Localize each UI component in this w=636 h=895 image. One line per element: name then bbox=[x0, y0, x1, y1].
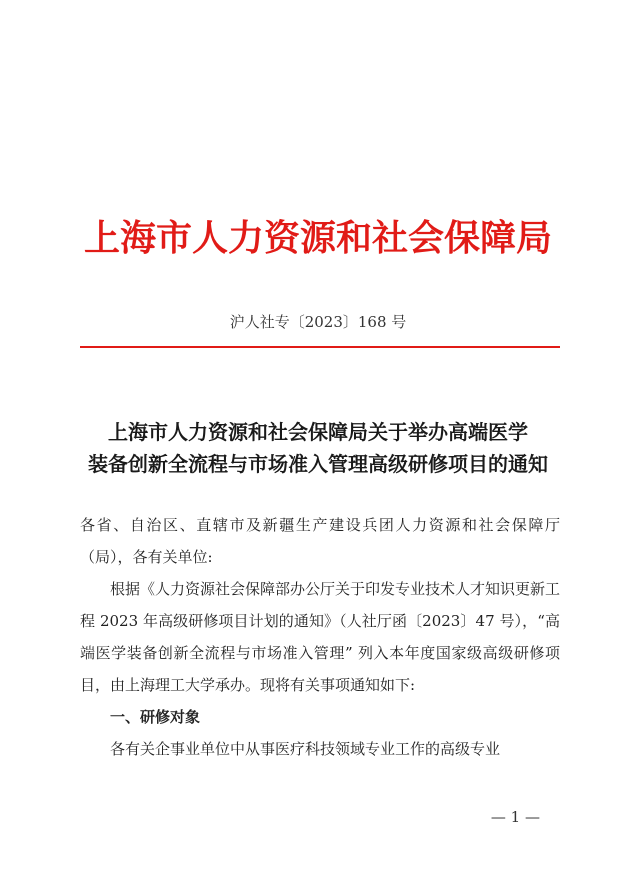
section-1-text: 各有关企事业单位中从事医疗科技领域专业工作的高级专业 bbox=[110, 740, 501, 758]
notice-body bbox=[80, 509, 560, 765]
section-1-heading: 一、研修对象 bbox=[110, 708, 201, 726]
notice-title-line1: 上海市人力资源和社会保障局关于举办高端医学 bbox=[108, 420, 528, 444]
page-number: — 1 — bbox=[490, 808, 540, 826]
masthead-title: 上海市人力资源和社会保障局 bbox=[83, 217, 552, 259]
notice-title-line2: 装备创新全流程与市场准入管理高级研修项目的通知 bbox=[88, 452, 548, 476]
document-number: 沪人社专〔2023〕168 号 bbox=[229, 313, 407, 331]
notice-title bbox=[0, 416, 636, 480]
red-divider-line bbox=[80, 346, 560, 348]
paragraph-1: 根据《人力资源社会保障部办公厅关于印发专业技术人才知识更新工程 2023 年高级研修项目计划的通知》（人社厅函〔2023〕47 号），“高端医学装备创新全流程与市场准入管理” 列入本年度国家级高级研修项目，由上海理工大学承办。现将有关事项通知如下: bbox=[80, 580, 561, 694]
salutation: 各省、自治区、直辖市及新疆生产建设兵团人力资源和社会保障厅（局），各有关单位: bbox=[80, 516, 560, 566]
